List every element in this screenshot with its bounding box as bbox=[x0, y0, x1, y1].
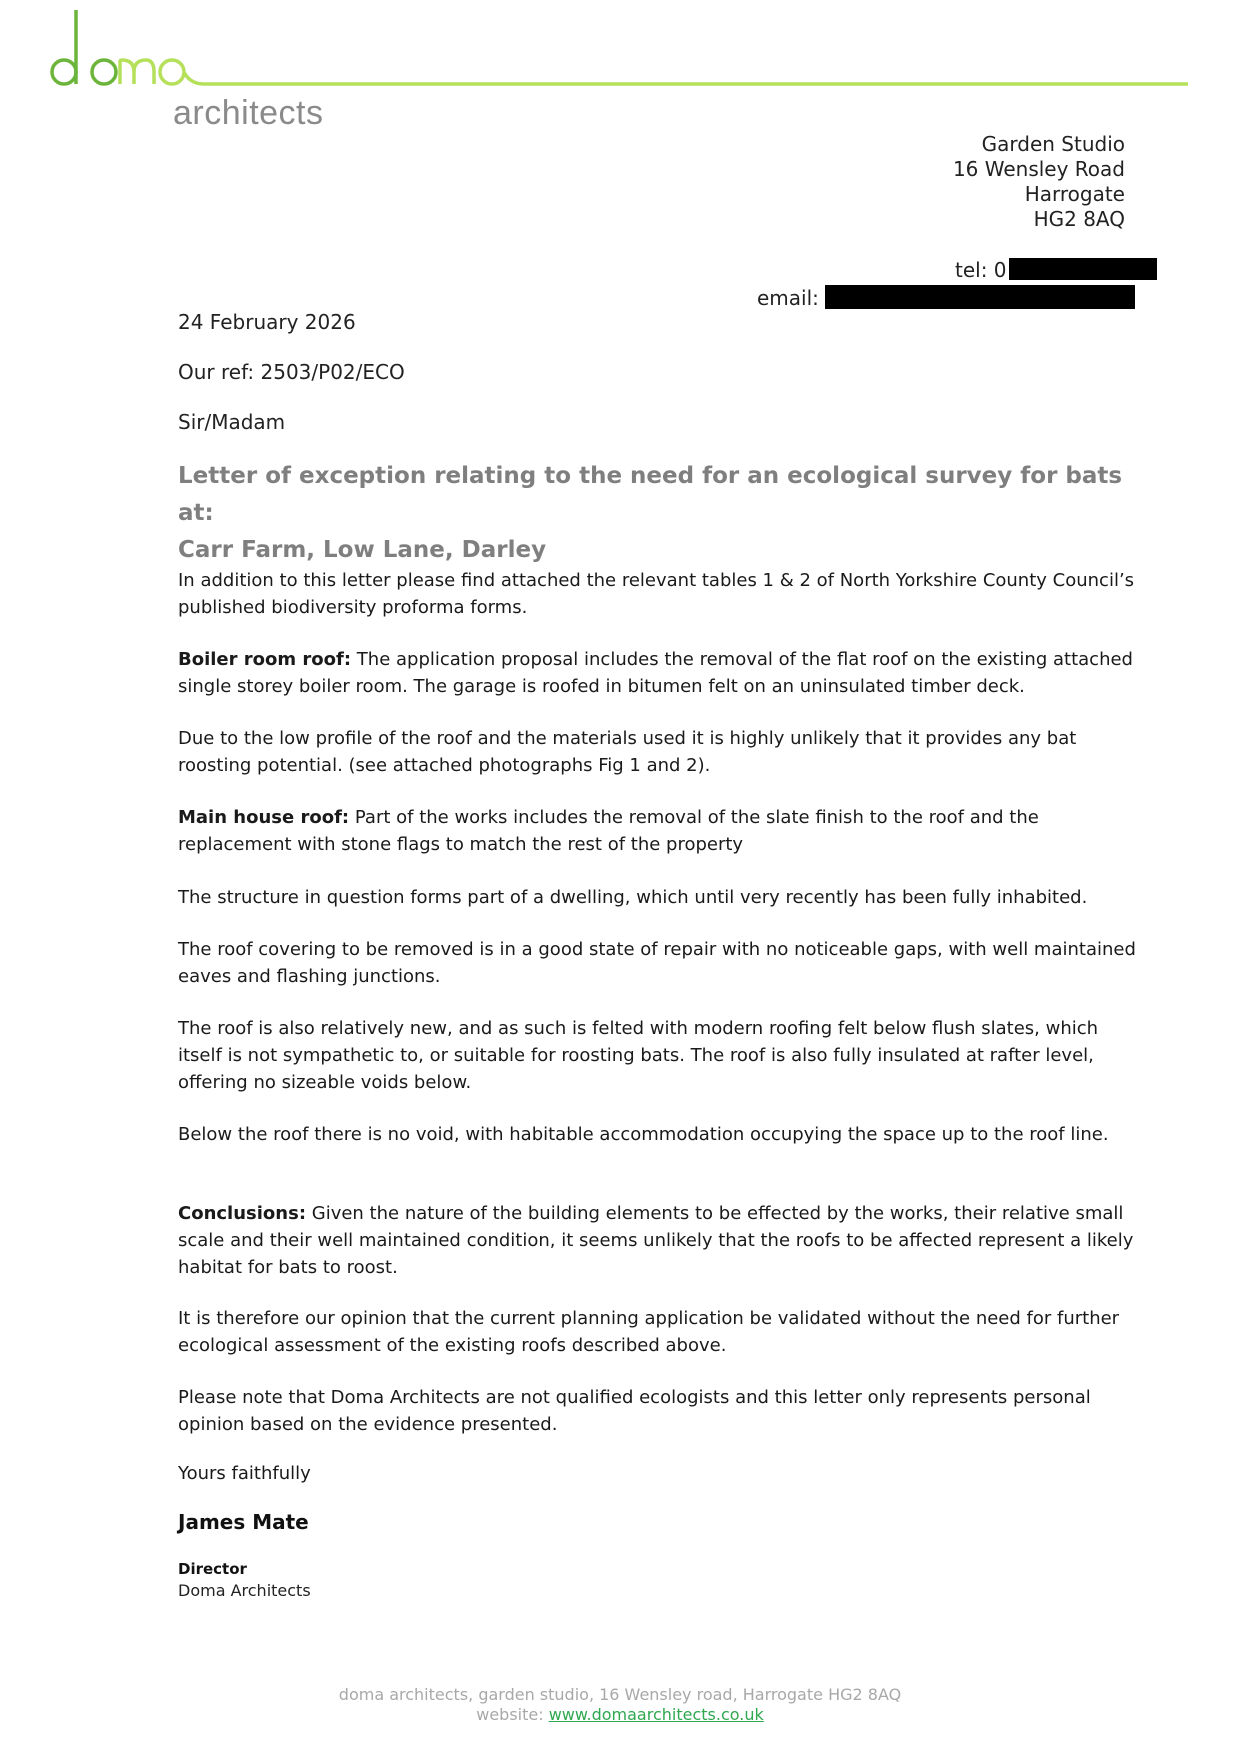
footer bbox=[0, 1685, 1240, 1725]
paragraph bbox=[178, 646, 1138, 700]
address-line: 16 Wensley Road bbox=[952, 157, 1125, 181]
company-logo bbox=[48, 6, 1208, 136]
paragraph: In addition to this letter please find attached the relevant tables 1 & 2 of North Yorkshire County Council’s published biodiversity proforma forms. bbox=[178, 570, 1135, 618]
paragraph: The structure in question forms part of a dwelling, which until very recently has been fully inhabited. bbox=[178, 887, 1088, 908]
closing: Yours faithfully bbox=[178, 1463, 311, 1484]
signer-company: Doma Architects bbox=[178, 1581, 311, 1600]
logo-subtitle: architects bbox=[173, 94, 324, 132]
tel-label: tel: 0 bbox=[955, 258, 1007, 282]
address-line: Harrogate bbox=[1024, 182, 1125, 206]
email bbox=[757, 285, 1135, 310]
letter-reference: Our ref: 2503/P02/ECO bbox=[178, 360, 405, 384]
subject-line: Carr Farm, Low Lane, Darley bbox=[178, 537, 547, 563]
paragraph: The roof is also relatively new, and as such is felted with modern roofing felt below flush slates, which itself is not sympathetic to, or suitable for roosting bats. The roof is also fully insulated at rafter level, offering no sizeable voids below. bbox=[178, 1018, 1099, 1093]
telephone bbox=[955, 258, 1157, 282]
signer-role: Director bbox=[178, 1560, 247, 1578]
paragraph-text: Part of the works includes the removal of the slate finish to the roof and the replacement with stone flags to match the rest of the property bbox=[178, 807, 1039, 855]
paragraph: Below the roof there is no void, with habitable accommodation occupying the space up to the roof line. bbox=[178, 1124, 1109, 1145]
paragraph-text: Given the nature of the building elements to be effected by the works, their relative small scale and their well maintained condition, it seems unlikely that the roofs to be affected represent a likely habitat for bats to roost. bbox=[178, 1203, 1134, 1278]
salutation: Sir/Madam bbox=[178, 410, 286, 434]
paragraph bbox=[178, 804, 1138, 858]
letter-date: 24 February 2026 bbox=[178, 310, 356, 334]
paragraph-text: The application proposal includes the removal of the flat roof on the existing attached single storey boiler room. The garage is roofed in bitumen felt on an uninsulated timber deck. bbox=[178, 649, 1133, 697]
subject-line: Letter of exception relating to the need for an ecological survey for bats at: bbox=[178, 463, 1123, 526]
footer-website bbox=[0, 1705, 1240, 1725]
logo-graphic bbox=[48, 6, 1208, 96]
website-link[interactable]: www.domaarchitects.co.uk bbox=[548, 1705, 764, 1724]
paragraph: It is therefore our opinion that the current planning application be validated without the need for further ecological assessment of the existing roofs described above. bbox=[178, 1308, 1120, 1356]
address-line: Garden Studio bbox=[981, 132, 1125, 156]
letter-subject bbox=[178, 458, 1138, 569]
paragraph: Please note that Doma Architects are not qualified ecologists and this letter only represents personal opinion based on the evidence presented. bbox=[178, 1387, 1091, 1435]
redaction-bar bbox=[1009, 258, 1157, 280]
signer-name: James Mate bbox=[178, 1510, 309, 1534]
address-line: HG2 8AQ bbox=[1033, 207, 1125, 231]
paragraph-heading: Main house roof: bbox=[178, 807, 350, 828]
paragraph-heading: Conclusions: bbox=[178, 1203, 307, 1224]
footer-address: doma architects, garden studio, 16 Wensley road, Harrogate HG2 8AQ bbox=[338, 1685, 902, 1704]
email-label: email: bbox=[757, 286, 819, 310]
paragraph-heading: Boiler room roof: bbox=[178, 649, 352, 670]
paragraph: The roof covering to be removed is in a good state of repair with no noticeable gaps, with well maintained eaves and flashing junctions. bbox=[178, 939, 1136, 987]
redaction-bar bbox=[825, 285, 1135, 309]
paragraph: Due to the low profile of the roof and the materials used it is highly unlikely that it provides any bat roosting potential. (see attached photographs Fig 1 and 2). bbox=[178, 728, 1077, 776]
paragraph bbox=[178, 1200, 1138, 1281]
website-label: website: bbox=[476, 1705, 549, 1724]
sender-address bbox=[953, 132, 1125, 232]
